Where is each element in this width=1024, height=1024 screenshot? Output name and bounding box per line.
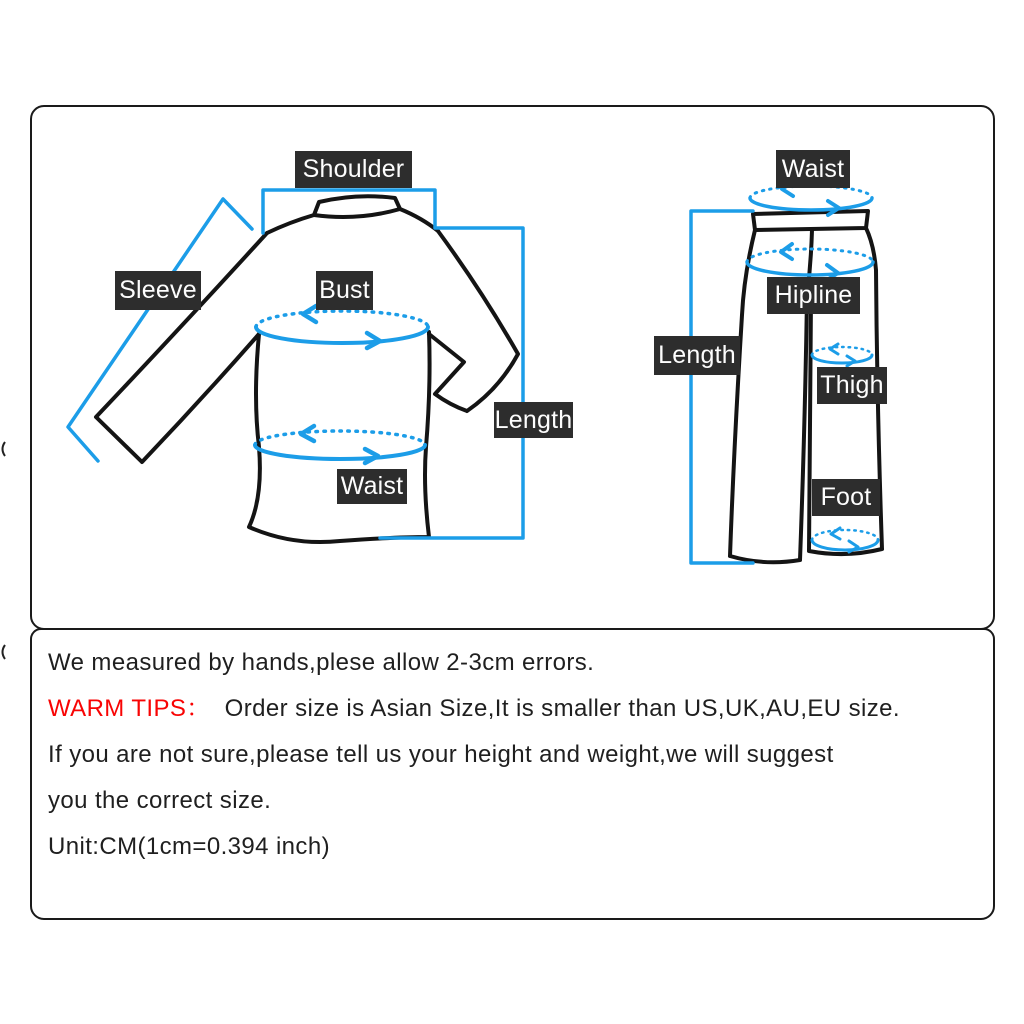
thigh-ellipse-dotted <box>812 347 872 355</box>
bust-ellipse-solid <box>256 327 428 343</box>
bust-arrow-left <box>303 306 316 322</box>
notes-panel <box>30 628 995 920</box>
thigh-arrow-right <box>847 356 855 366</box>
shirt-right-shoulder <box>400 209 438 231</box>
pants-length-label: Length <box>654 336 740 375</box>
pants-length-measure-line <box>691 211 753 563</box>
measured-note: We measured by hands,plese allow 2-3cm errors. <box>48 649 595 676</box>
warm-tips-note <box>48 686 977 732</box>
pants-waist-label: Waist <box>776 150 850 188</box>
shirt-shoulder-label: Shoulder <box>295 151 412 188</box>
pants-foot-label: Foot <box>812 479 880 516</box>
shirt-collar <box>314 196 400 217</box>
shirt-waist-label: Waist <box>337 469 407 504</box>
thigh-ellipse-solid <box>812 355 872 363</box>
shirt-outline <box>96 196 518 542</box>
left-edge-artifact-1 <box>0 441 6 457</box>
shirt-length-label: Length <box>494 402 573 438</box>
pants-thigh-label: Thigh <box>817 367 887 404</box>
thigh-arrow-left <box>830 344 838 354</box>
foot-ellipse-dotted <box>812 530 878 540</box>
foot-arrow-left <box>831 528 840 539</box>
advice-note-line-1: If you are not sure,please tell us your height and weight,we will suggest <box>48 741 834 768</box>
sleeve-measure-line <box>68 199 252 461</box>
shirt-sleeve-label: Sleeve <box>115 271 201 310</box>
advice-note-line-2: you the correct size. <box>48 787 272 814</box>
shirt-bust-label: Bust <box>316 271 373 310</box>
pants-waistband <box>753 211 868 230</box>
shirt-measurements <box>68 190 523 538</box>
shirt-right-sleeve <box>429 231 518 411</box>
shirt-left-shoulder <box>267 215 314 233</box>
left-edge-artifact-2 <box>0 644 6 660</box>
pants-hipline-label: Hipline <box>767 277 860 314</box>
warm-tips-label: WARM TIPS： <box>48 695 211 722</box>
shirt-waist-ellipse-dotted <box>255 431 425 445</box>
unit-note: Unit:CM(1cm=0.394 inch) <box>48 833 330 860</box>
hipline-arrow-left <box>781 244 792 259</box>
shirt-waist-arrow-right <box>365 449 378 463</box>
pants-waist-ellipse-solid <box>750 198 872 210</box>
warm-tips-text: Order size is Asian Size,It is smaller than US,UK,AU,EU size. <box>224 695 900 722</box>
foot-ellipse-solid <box>812 540 878 550</box>
shirt-waist-ellipse-solid <box>255 445 425 459</box>
bust-ellipse-dotted <box>256 311 428 327</box>
